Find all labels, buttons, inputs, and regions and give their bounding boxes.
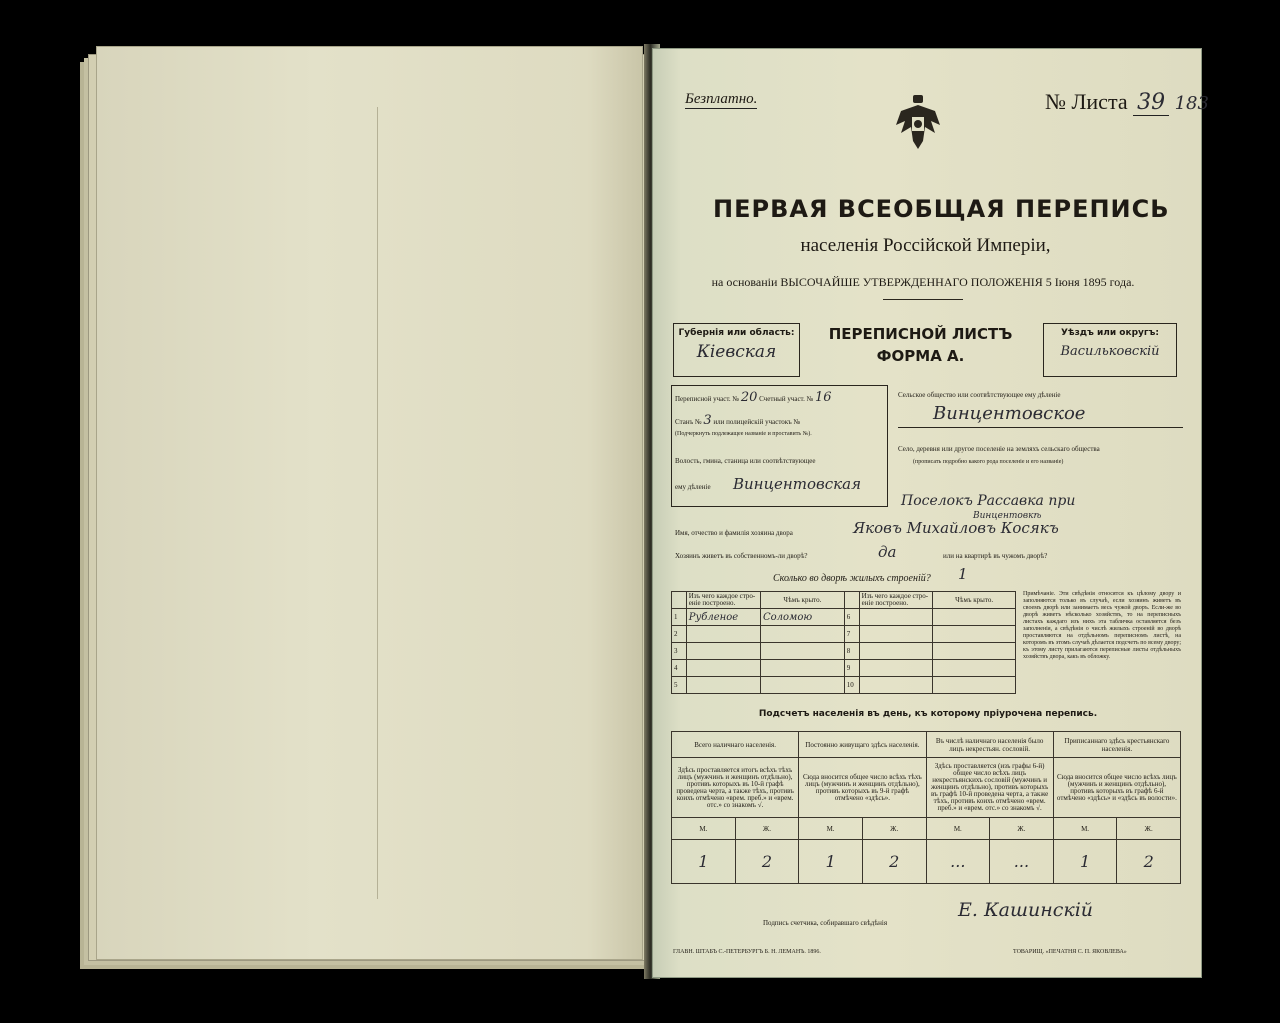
printer-left: ГЛАВН. ШТАБЪ С.-ПЕТЕРБУРГЪ Б. Н. ЛЕМАНЪ. 1896. [673,949,821,955]
m-label: М. [672,818,736,840]
summary-col-present: Всего наличнаго населенія. [672,732,799,758]
row-number: 4 [672,660,687,677]
permanent-female: 2 [862,840,926,884]
village-label: Село, деревня или другое поселеніе на земляхъ сельскаго общества [898,445,1100,453]
m-label: М. [1053,818,1117,840]
sheet-number-alt: 183 [1174,93,1209,114]
summary-desc: Сюда вносится общее число всѣхъ лицъ (мужчинъ и женщинъ отдѣльно), противъ которыхъ въ графѣ 6-й отмѣчено «здѣсь» и «здѣсь въ волости». [1053,758,1180,818]
stan-field [675,413,801,428]
police-label: или полицейскій участокъ № [713,418,801,426]
f-label: Ж. [990,818,1054,840]
own-yard-value: да [878,543,897,561]
guberniya-value: Кіевская [696,342,777,362]
summary-header-row [672,732,1181,758]
owner-value: Яковъ Михайловъ Косякъ [853,519,1059,537]
summary-desc: Здѣсь проставляется итогъ всѣхъ тѣхъ лицъ (мужчинъ и женщинъ отдѣльно), противъ которыхъ въ 10-й графѣ проведена черта, а также тѣхъ, противъ коихъ отмѣчено «врем. преб.» и «врем. отс.» со знакомъ √. [672,758,799,818]
volost-label: Волость, гмина, станица или соотвѣтствующее [675,457,816,465]
buildings-note: Примѣчаніе. Эти свѣдѣнія относятся къ цѣлому двору и заполняются только въ случаѣ, если хозяинъ живетъ въ своемъ дворѣ или занимаетъ весь чужой дворъ. Если-же во дворѣ живетъ нѣсколько хозяйствъ, то на переписныхъ листахъ каждаго изъ нихъ эта табличка оставляется безъ заполненія, а свѣдѣнія о числѣ жилыхъ строеній во дворѣ проставляются на отдѣльномъ переписномъ листѣ, на которомъ въ этомъ случаѣ дѣлается подсчетъ по всему двору; къ этому листу прилагаются переписные листы отдѣльныхъ хозяйствъ двора, какъ въ обложку. [1023,591,1181,660]
row-number: 3 [672,643,687,660]
uezd-value: Васильковскій [1060,344,1160,359]
permanent-male: 1 [799,840,863,884]
left-page-fold [377,107,378,899]
f-label: Ж. [862,818,926,840]
table-row [672,626,1016,643]
m-label: М. [799,818,863,840]
society-value: Винцентовское [933,403,1086,424]
summary-desc: Здѣсь проставляется (изъ графы 6-й) общее число всѣхъ лицъ некрестьянскихъ сословій (мужчинъ и женщинъ отдѣльно), противъ которыхъ въ графѣ 10-й проведена черта, а также тѣхъ, противъ коихъ отмѣчено «врем. преб.» и «врем. отс.» со знакомъ √. [926,758,1053,818]
owner-label: Имя, отчество и фамилія хозяина двора [675,529,793,537]
summary-values-row [672,840,1181,884]
guberniya-label: Губернія или область: [678,328,795,338]
summary-desc-row [672,758,1181,818]
table-row [672,643,1016,660]
open-book [80,44,1209,979]
registered-male: 1 [1053,840,1117,884]
summary-heading: Подсчетъ населенія въ день, къ которому пріурочена перепись. [758,709,1098,719]
village-value: Поселокъ Рассавка при [901,493,1076,509]
printer-right: ТОВАРИЩ. «ПЕЧАТНЯ С. П. ЯКОВЛЕВА» [1013,949,1127,955]
sheet-label: № Листа [1045,89,1128,114]
f-label: Ж. [735,818,799,840]
census-title: ПЕРВАЯ ВСЕОБЩАЯ ПЕРЕПИСЬ [713,195,1170,223]
guberniya-box [673,323,800,377]
buildings-col4-header: Чѣмъ крыто. [933,592,1016,609]
uezd-label: Уѣздъ или округъ: [1061,328,1159,338]
society-underline [898,427,1183,428]
sheet-number: 39 [1133,90,1169,116]
form-name-line1: ПЕРЕПИСНОЙ ЛИСТЪ [828,325,1013,343]
underline-note: (Подчеркнуть подлежащее названіе и проставить №). [675,431,812,437]
row-number: 7 [844,626,859,643]
buildings-value: 1 [958,565,968,583]
summary-col-nonpeasant: Въ числѣ наличнаго населенія было лицъ некрестьян. сословій. [926,732,1053,758]
rented-label: или на квартирѣ въ чужомъ дворѣ? [943,552,1048,560]
stan-label: Станъ № [675,418,702,426]
buildings-col3-header: Изъ чего каждое стро-еніе построено. [859,592,933,609]
census-district-value: 20 [740,390,758,405]
society-label: Сельское общество или соотвѣтствующее ему дѣленіе [898,391,1061,399]
buildings-label: Сколько во дворѣ жилыхъ строеній? [773,573,931,584]
table-row [672,677,1016,694]
table-row [672,609,1016,626]
counting-district-label: Счетный участ. № [759,395,814,403]
census-subtitle: населенія Россійской Имперіи, [800,235,1051,256]
building-roof: Соломою [760,609,844,626]
buildings-col1-header: Изъ чего каждое стро-еніе построено. [686,592,760,609]
row-number: 9 [844,660,859,677]
row-number: 6 [844,609,859,626]
nonpeasant-male: ... [926,840,990,884]
form-name-line2: ФОРМА А. [876,347,965,365]
buildings-col2-header: Чѣмъ крыто. [760,592,844,609]
signature-label: Подпись счетчика, собиравшаго свѣдѣнія [763,919,888,927]
buildings-table [671,591,1016,694]
own-yard-label: Хозяинъ живетъ въ собственномъ-ли дворѣ? [675,552,808,560]
present-male: 1 [672,840,736,884]
building-material: Рубленое [686,609,760,626]
uezd-box [1043,323,1177,377]
sheet-number-area [1045,89,1209,115]
village-note: (прописать подробно какого рода поселеніе и его названіе) [913,459,1064,465]
form-name [808,325,1033,365]
ornament-divider [883,299,963,300]
row-number: 1 [672,609,687,626]
summary-table [671,731,1181,884]
volost-value: Винцентовская [733,475,862,493]
row-number: 10 [844,677,859,694]
census-basis: на основаніи ВЫСОЧАЙШЕ УТВЕРЖДЕННАГО ПОЛОЖЕНІЯ 5 Іюня 1895 года. [711,275,1135,289]
counting-district-value: 16 [815,390,832,405]
stan-value: 3 [703,413,712,428]
summary-desc: Сюда вносится общее число всѣхъ тѣхъ лицъ (мужчинъ и женщинъ отдѣльно), противъ которыхъ въ 9-й графѣ отмѣчено «здѣсь». [799,758,926,818]
nonpeasant-female: ... [990,840,1054,884]
census-form-page [652,48,1209,978]
village-value2: Винцентовкѣ [973,511,1042,521]
row-number: 5 [672,677,687,694]
signature-value: Е. Кашинскій [958,899,1094,921]
summary-col-registered: Приписаннаго здѣсь крестьянскаго населенія. [1053,732,1180,758]
census-district-label: Переписной участ. № [675,395,740,403]
table-row [672,660,1016,677]
summary-mf-row [672,818,1181,840]
free-label: Безплатно. [685,91,758,107]
m-label: М. [926,818,990,840]
imperial-eagle-icon [893,93,943,153]
f-label: Ж. [1117,818,1181,840]
registered-female: 2 [1117,840,1181,884]
present-female: 2 [735,840,799,884]
summary-col-permanent: Постоянно живущаго здѣсь населенія. [799,732,926,758]
row-number: 8 [844,643,859,660]
volost-label2: ему дѣленіе [675,483,711,491]
left-blank-page [96,46,643,960]
buildings-header-row [672,592,1016,609]
census-district-field [675,390,832,405]
row-number: 2 [672,626,687,643]
